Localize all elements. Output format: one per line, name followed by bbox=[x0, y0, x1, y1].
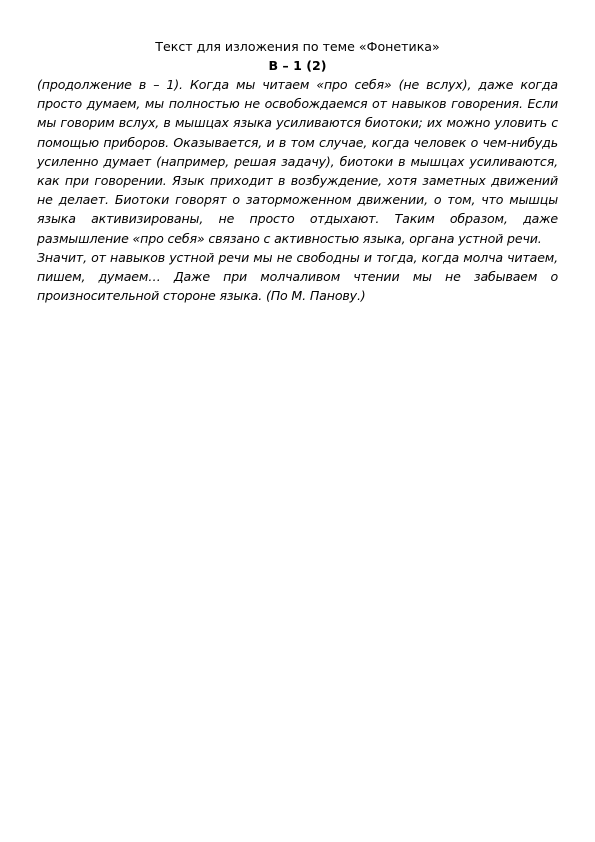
paragraph-2: Значит, от навыков устной речи мы не свободны и тогда, когда молча читаем, пишем, думаем… Даже при молчаливом чтении мы не забываем о произносительной стороне языка. (По М. Панову.) bbox=[37, 249, 558, 304]
document-title: Текст для изложения по теме «Фонетика» bbox=[155, 39, 440, 54]
paragraph-1: (продолжение в – 1). Когда мы читаем «про себя» (не вслух), даже когда просто думаем, мы полностью не освобождаемся от навыков говорения. Если мы говорим вслух, в мышцах языка усиливаются биотоки; их можно уловить с помощью приборов. Оказывается, и в том случае, когда человек о чем-нибудь усиленно думает (например, решая задачу), биотоки в мышцах усиливаются, как при говорении. Язык приходит в возбуждение, хотя заметных движений не делает. Биотоки говорят о заторможенном движении, о том, что мышцы языка активизированы, не просто отдыхают. Таким образом, даже размышление «про себя» связано с активностью языка, органа устной речи. bbox=[37, 77, 558, 246]
variant-label: В – 1 (2) bbox=[268, 58, 327, 73]
document-body bbox=[37, 37, 558, 305]
